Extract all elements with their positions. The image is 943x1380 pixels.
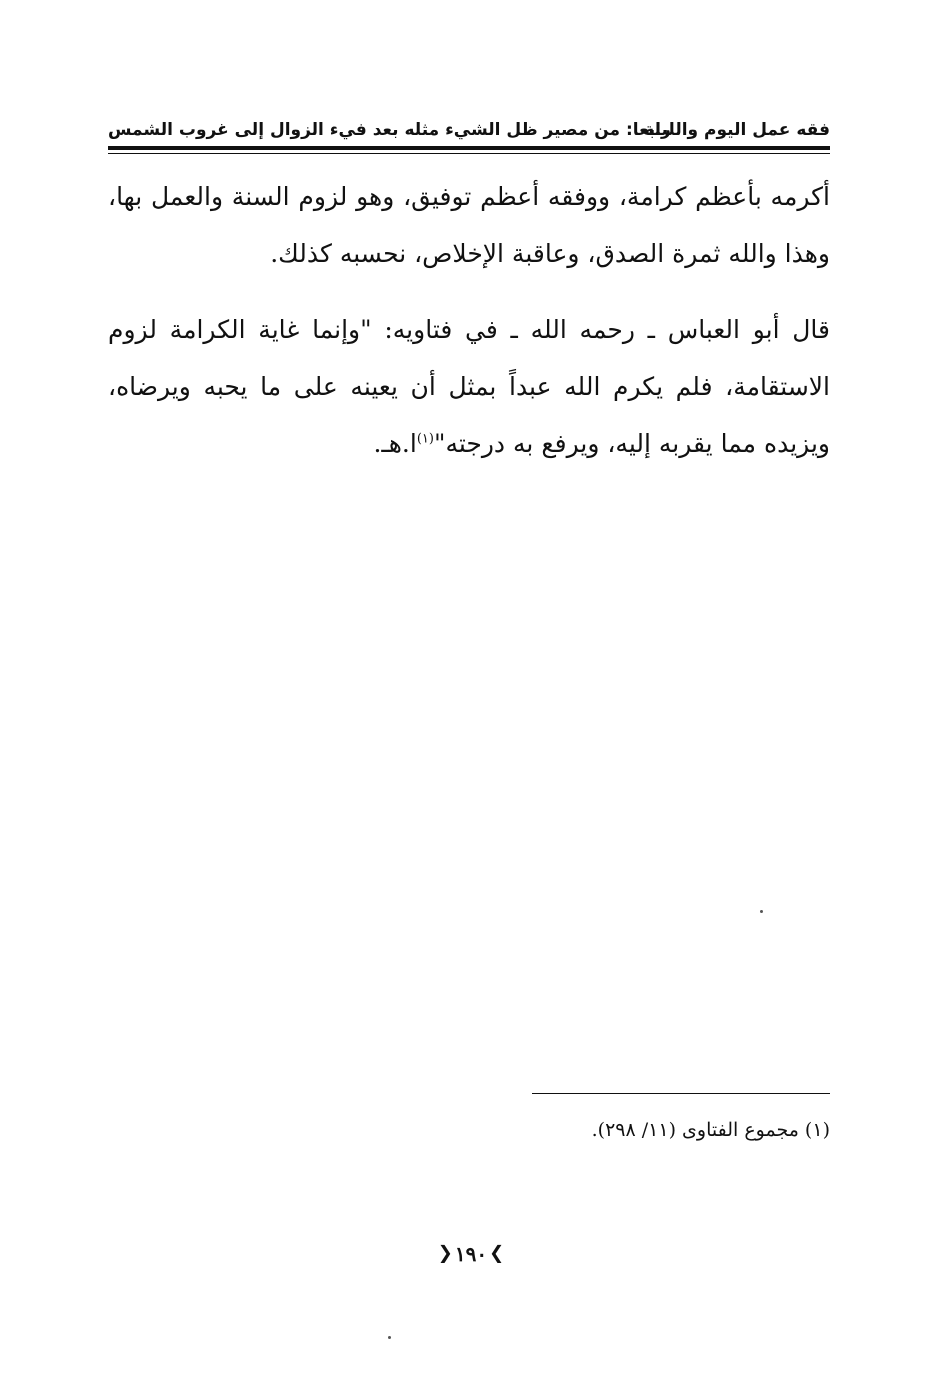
scan-speck bbox=[760, 910, 763, 913]
running-header bbox=[108, 116, 830, 144]
ornament-icon: ❯ bbox=[489, 1242, 505, 1264]
scan-speck bbox=[388, 1336, 391, 1339]
page-number bbox=[371, 1236, 571, 1268]
header-rule-thick bbox=[108, 146, 830, 150]
footnote: (١) مجموع الفتاوى (١١/ ٢٩٨). bbox=[591, 1119, 830, 1141]
page-number-value: ١٩٠ bbox=[454, 1241, 488, 1266]
paragraph-1: أكرمه بأعظم كرامة، ووفقه أعظم توفيق، وهو لزوم السنة والعمل بها، وهذا والله ثمرة الصدق، وعاقبة الإخلاص، نحسبه كذلك. bbox=[108, 182, 830, 268]
book-title: فقه عمل اليوم والليلة bbox=[644, 120, 830, 140]
quote-text: قال أبو العباس ـ رحمه الله ـ في فتاويه: "وإنما غاية الكرامة لزوم الاستقامة، فلم يكرم الله عبداً بمثل أن يعينه على ما يحبه ويرضاه، ويزيده مما يقربه إليه، ويرفع به درجته" bbox=[108, 315, 830, 458]
ornament-icon: ❮ bbox=[437, 1242, 453, 1264]
paragraph-2 bbox=[108, 301, 830, 472]
section-title: رابعا: من مصير ظل الشيء مثله بعد فيء الزوال إلى غروب الشمس bbox=[108, 120, 671, 140]
quote-end-marker: ا.هـ. bbox=[373, 429, 417, 458]
header-rule-thin bbox=[108, 153, 830, 154]
footnote-separator bbox=[532, 1093, 830, 1094]
footnote-reference[interactable]: (١) bbox=[416, 431, 434, 447]
main-text bbox=[108, 168, 830, 472]
